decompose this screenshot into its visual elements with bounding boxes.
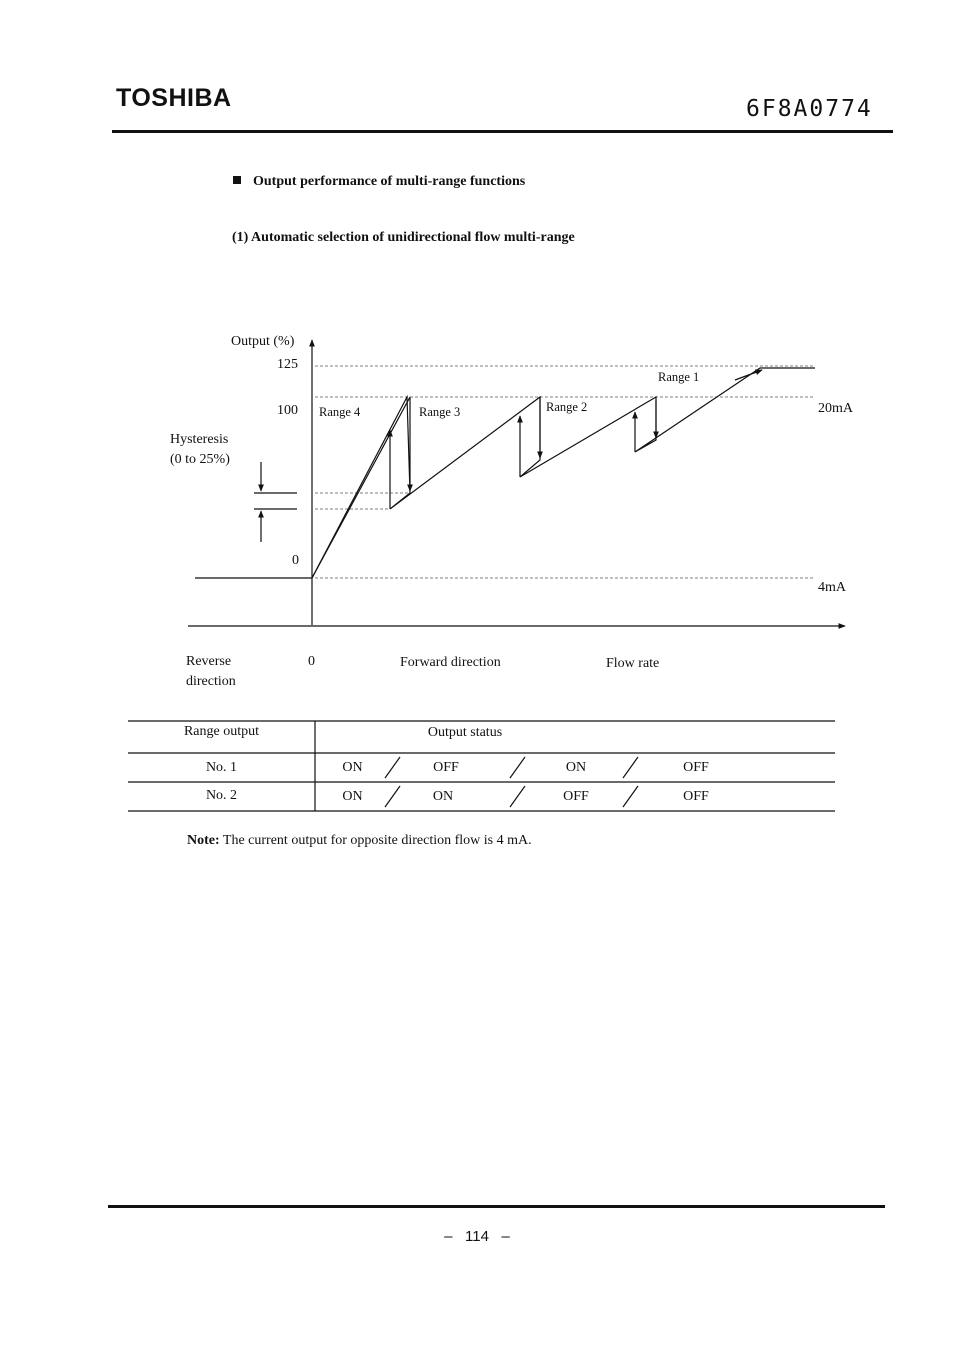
footer-rule: [108, 1205, 885, 1208]
table-cell: OFF: [563, 789, 589, 804]
range-3-label: Range 3: [419, 405, 461, 419]
table-cell: ON: [342, 789, 363, 804]
table-cell: OFF: [433, 760, 459, 775]
note-text: The current output for opposite direction flow is 4 mA.: [222, 833, 532, 848]
page-number-value: 114: [465, 1228, 489, 1245]
range-1-label: Range 1: [658, 370, 700, 384]
output-4ma-label: 4mA: [818, 580, 846, 595]
brand-logo: TOSHIBA: [116, 84, 232, 112]
x-reverse-label: Reverse: [186, 654, 232, 669]
x-flow-rate-label: Flow rate: [606, 656, 660, 671]
x-zero-label: 0: [308, 654, 315, 669]
table-cell: ON: [342, 760, 363, 775]
note-label: Note:: [187, 833, 220, 848]
table-cell: OFF: [683, 760, 709, 775]
x-reverse-label-2: direction: [186, 674, 236, 689]
output-20ma-label: 20mA: [818, 401, 853, 416]
range-4-label: Range 4: [319, 405, 361, 419]
section-title-text: Output performance of multi-range functions: [253, 174, 526, 189]
table-header-range-output: Range output: [183, 724, 260, 739]
table-cell: ON: [565, 760, 587, 775]
table-row-label-2: No. 2: [205, 788, 238, 803]
hysteresis-label: Hysteresis: [170, 432, 229, 447]
subsection-title: (1) Automatic selection of unidirectional flow multi-range: [232, 230, 575, 245]
table-cell: ON: [432, 789, 454, 804]
table-header-output-status: Output status: [427, 725, 503, 740]
document-number: 6F8A0774: [746, 96, 873, 122]
range-2-label: Range 2: [546, 400, 588, 414]
note: [187, 833, 532, 849]
x-forward-label: Forward direction: [400, 655, 501, 670]
page-number: – 114 –: [444, 1228, 510, 1245]
table-cell: OFF: [683, 789, 709, 804]
table-row-label-1: No. 1: [205, 760, 238, 775]
tick-0: 0: [292, 553, 299, 568]
tick-125: 125: [277, 357, 298, 372]
hysteresis-range: (0 to 25%): [170, 452, 230, 467]
tick-100: 100: [277, 403, 298, 418]
y-axis-label: Output (%): [231, 334, 295, 349]
arrow-range1: [735, 370, 762, 380]
range4-rise: [312, 397, 410, 578]
